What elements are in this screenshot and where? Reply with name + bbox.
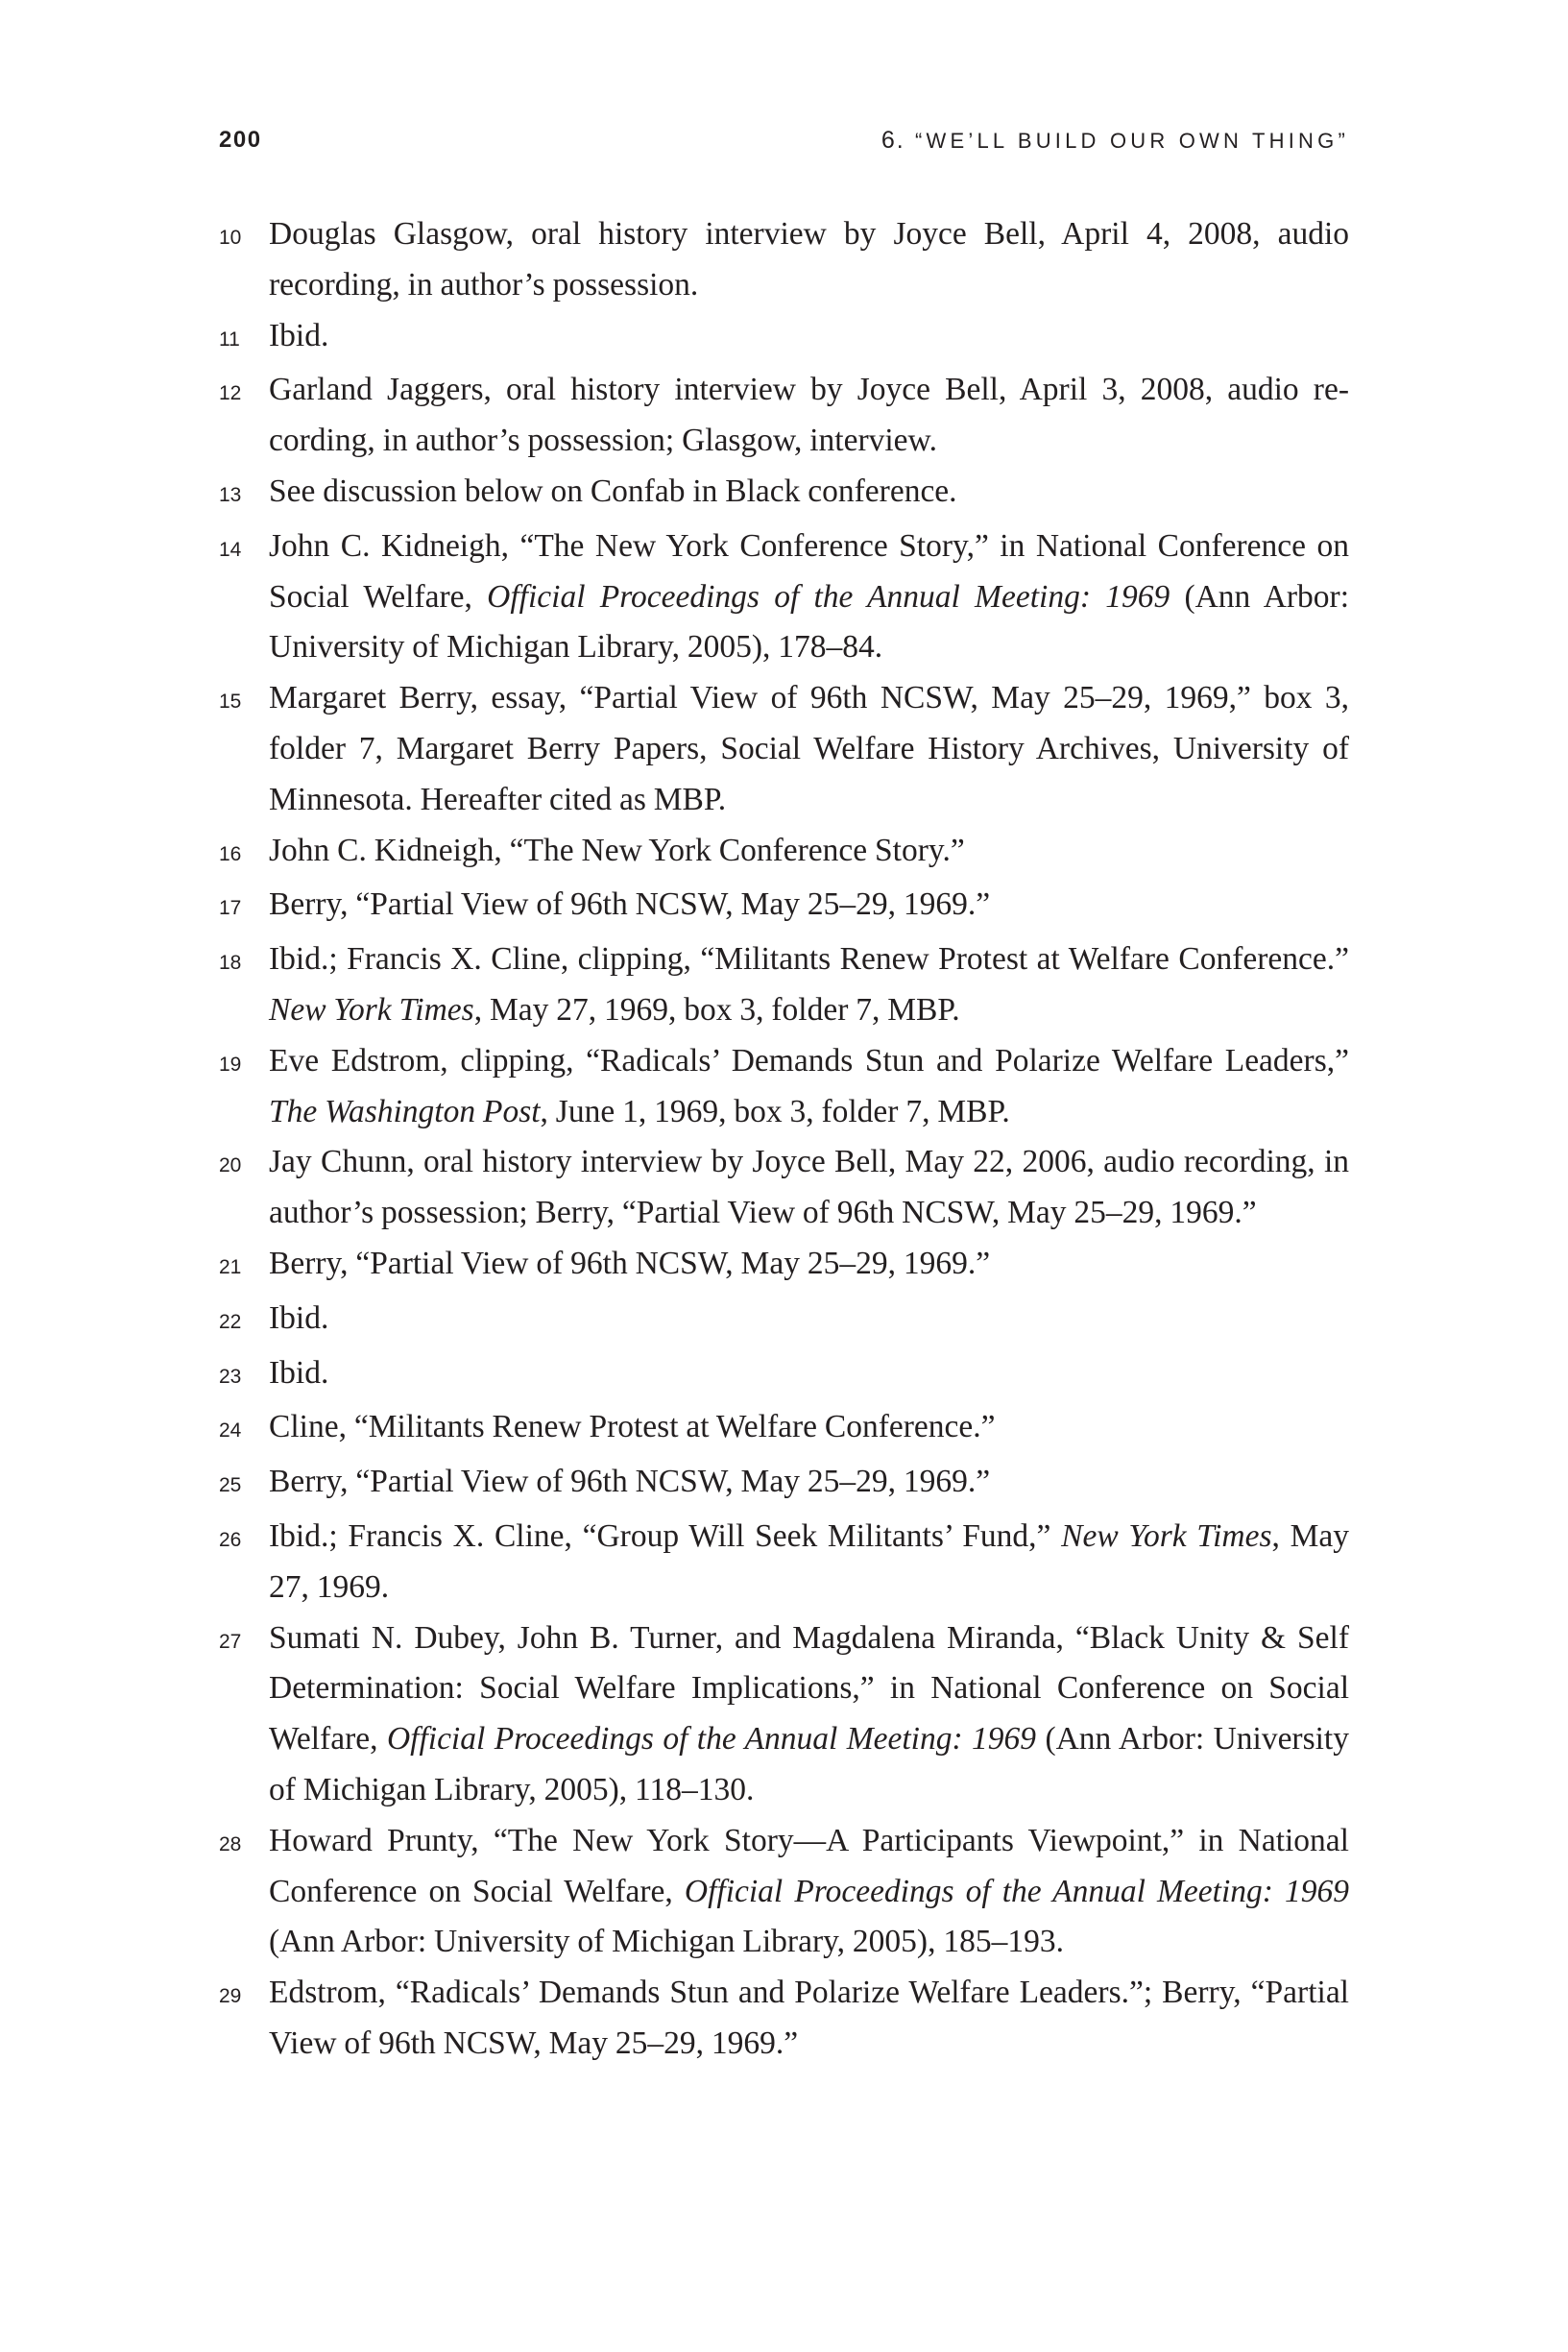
endnote-number: 24 (219, 1419, 242, 1443)
chapter-running-title (881, 125, 1349, 157)
citation-text: See discussion below on Confab in Black conference. (269, 473, 957, 509)
italic-title: Official Proceedings of the Annual Meeting: 1969 (684, 1873, 1350, 1909)
citation-text: Ibid.; Francis X. Cline, clipping, “Militants Renew Protest at Welfare Conference.” (269, 941, 1349, 978)
citation-text: (Ann Arbor: University of Michigan Library, 2005), 178–84. (269, 578, 1350, 666)
endnote-12 (219, 365, 1349, 467)
italic-title: Official Proceedings of the Annual Meeting: 1969 (487, 578, 1170, 615)
endnote-text (269, 1239, 1349, 1290)
page-number: 200 (219, 127, 262, 153)
chapter-title-text: “WE’LL BUILD OUR OWN THING” (915, 129, 1349, 153)
endnote-16 (219, 826, 1349, 881)
endnote-22 (219, 1294, 1349, 1348)
endnote-17 (219, 880, 1349, 934)
endnote-29 (219, 1968, 1349, 2070)
endnote-text (269, 826, 1349, 877)
endnote-text (269, 1137, 1349, 1239)
running-head (219, 125, 1349, 156)
endnote-number: 16 (219, 842, 242, 865)
citation-text: John C. Kidneigh, “The New York Conference Story,” in National Conference on Social Welfare, (269, 527, 1349, 615)
endnote-number: 13 (219, 483, 242, 506)
endnote-14 (219, 521, 1349, 673)
citation-text: Eve Edstrom, clipping, “Radicals’ Demands Stun and Polarize Welfare Leaders,” (269, 1042, 1349, 1079)
endnote-text (269, 467, 1349, 518)
endnote-text (269, 1402, 1349, 1453)
citation-text: , June 1, 1969, box 3, folder 7, MBP. (540, 1093, 1010, 1129)
endnote-text (269, 1348, 1349, 1399)
citation-text: Garland Jaggers, oral history interview by Joyce Bell, April 3, 2008, audio recording, in author’s possession; Glasgow, interview. (269, 372, 1349, 459)
citation-text: Ibid.; Francis X. Cline, “Group Will Seek Militants’ Fund,” (269, 1517, 1062, 1554)
citation-text: , May 27, 1969, box 3, folder 7, MBP. (473, 991, 960, 1028)
citation-text: Berry, “Partial View of 96th NCSW, May 25–29, 1969.” (269, 1245, 991, 1281)
italic-title: New York Times (1061, 1517, 1272, 1554)
endnote-number: 19 (219, 1053, 242, 1076)
endnote-text (269, 1816, 1349, 1968)
endnote-number: 20 (219, 1154, 242, 1177)
endnote-number: 29 (219, 1985, 242, 2008)
endnote-number: 10 (219, 227, 242, 249)
endnote-18 (219, 934, 1349, 1036)
endnote-25 (219, 1457, 1349, 1512)
endnote-15 (219, 673, 1349, 825)
endnote-number: 27 (219, 1630, 242, 1653)
italic-title: The Washington Post (269, 1093, 541, 1129)
endnote-number: 25 (219, 1474, 242, 1497)
endnotes-list (219, 209, 1349, 2070)
italic-title: New York Times (269, 991, 474, 1028)
endnote-number: 17 (219, 897, 242, 920)
endnote-23 (219, 1348, 1349, 1403)
endnote-text (269, 209, 1349, 311)
endnote-text (269, 1968, 1349, 2070)
endnote-27 (219, 1613, 1349, 1816)
endnote-text (269, 1036, 1349, 1138)
citation-text: Berry, “Partial View of 96th NCSW, May 25–29, 1969.” (269, 1464, 991, 1500)
endnote-24 (219, 1402, 1349, 1457)
endnote-number: 23 (219, 1365, 242, 1388)
citation-text: Sumati N. Dubey, John B. Turner, and Magdalena Miranda, “Black Unity & Self Determination: Social Welfare Implications,” in National Conference on Social Welfare, (269, 1619, 1349, 1758)
endnote-number: 18 (219, 952, 242, 975)
citation-text: Berry, “Partial View of 96th NCSW, May 25–29, 1969.” (269, 886, 991, 923)
citation-text: Howard Prunty, “The New York Story—A Participants Viewpoint,” in National Conference on Social Welfare, (269, 1822, 1349, 1909)
citation-text: Jay Chunn, oral history interview by Joyce Bell, May 22, 2006, audio recording, in author’s possession; Berry, “Partial View of 96th NCSW, May 25–29, 1969.” (269, 1144, 1349, 1231)
citation-text: Margaret Berry, essay, “Partial View of 96th NCSW, May 25–29, 1969,” box 3, folder 7, Margaret Berry Papers, Social Welfare History Archives, University of Minnesota. Hereafter cited as MBP. (269, 680, 1349, 817)
endnote-text (269, 934, 1349, 1036)
endnote-28 (219, 1816, 1349, 1968)
citation-text: John C. Kidneigh, “The New York Conference Story.” (269, 832, 965, 868)
citation-text: Edstrom, “Radicals’ Demands Stun and Polarize Welfare Leaders.”; Berry, “Partial View of 96th NCSW, May 25–29, 1969.” (269, 1975, 1349, 2061)
endnote-13 (219, 467, 1349, 521)
endnote-20 (219, 1137, 1349, 1239)
endnote-number: 22 (219, 1310, 242, 1333)
endnote-text (269, 1294, 1349, 1345)
citation-text: Ibid. (269, 1299, 329, 1336)
citation-text: (Ann Arbor: University of Michigan Library, 2005), 185–193. (269, 1924, 1064, 1960)
endnote-text (269, 673, 1349, 825)
endnote-number: 12 (219, 382, 242, 405)
endnote-text (269, 1512, 1349, 1613)
endnote-number: 11 (219, 327, 240, 351)
citation-text: (Ann Arbor: University of Michigan Library, 2005), 118–130. (269, 1721, 1349, 1807)
endnote-10 (219, 209, 1349, 311)
chapter-number: 6. (880, 127, 905, 154)
endnote-text (269, 365, 1349, 467)
endnote-text (269, 880, 1349, 931)
italic-title: Official Proceedings of the Annual Meeting: 1969 (386, 1721, 1037, 1758)
endnote-number: 14 (219, 538, 242, 561)
endnote-number: 21 (219, 1255, 242, 1278)
endnote-text (269, 1613, 1349, 1816)
citation-text: Ibid. (269, 1354, 329, 1391)
endnote-19 (219, 1036, 1349, 1138)
citation-text: Cline, “Militants Renew Protest at Welfare Conference.” (269, 1409, 996, 1445)
endnote-26 (219, 1512, 1349, 1613)
citation-text: Douglas Glasgow, oral history interview by Joyce Bell, April 4, 2008, audio recording, in author’s possession. (269, 216, 1349, 303)
endnote-11 (219, 311, 1349, 366)
endnote-text (269, 311, 1349, 362)
citation-text: , May 27, 1969. (269, 1517, 1349, 1605)
endnote-text (269, 521, 1349, 673)
endnote-text (269, 1457, 1349, 1508)
endnote-number: 15 (219, 691, 242, 714)
endnote-21 (219, 1239, 1349, 1294)
endnote-number: 28 (219, 1832, 242, 1855)
endnote-number: 26 (219, 1528, 242, 1551)
citation-text: Ibid. (269, 317, 329, 353)
